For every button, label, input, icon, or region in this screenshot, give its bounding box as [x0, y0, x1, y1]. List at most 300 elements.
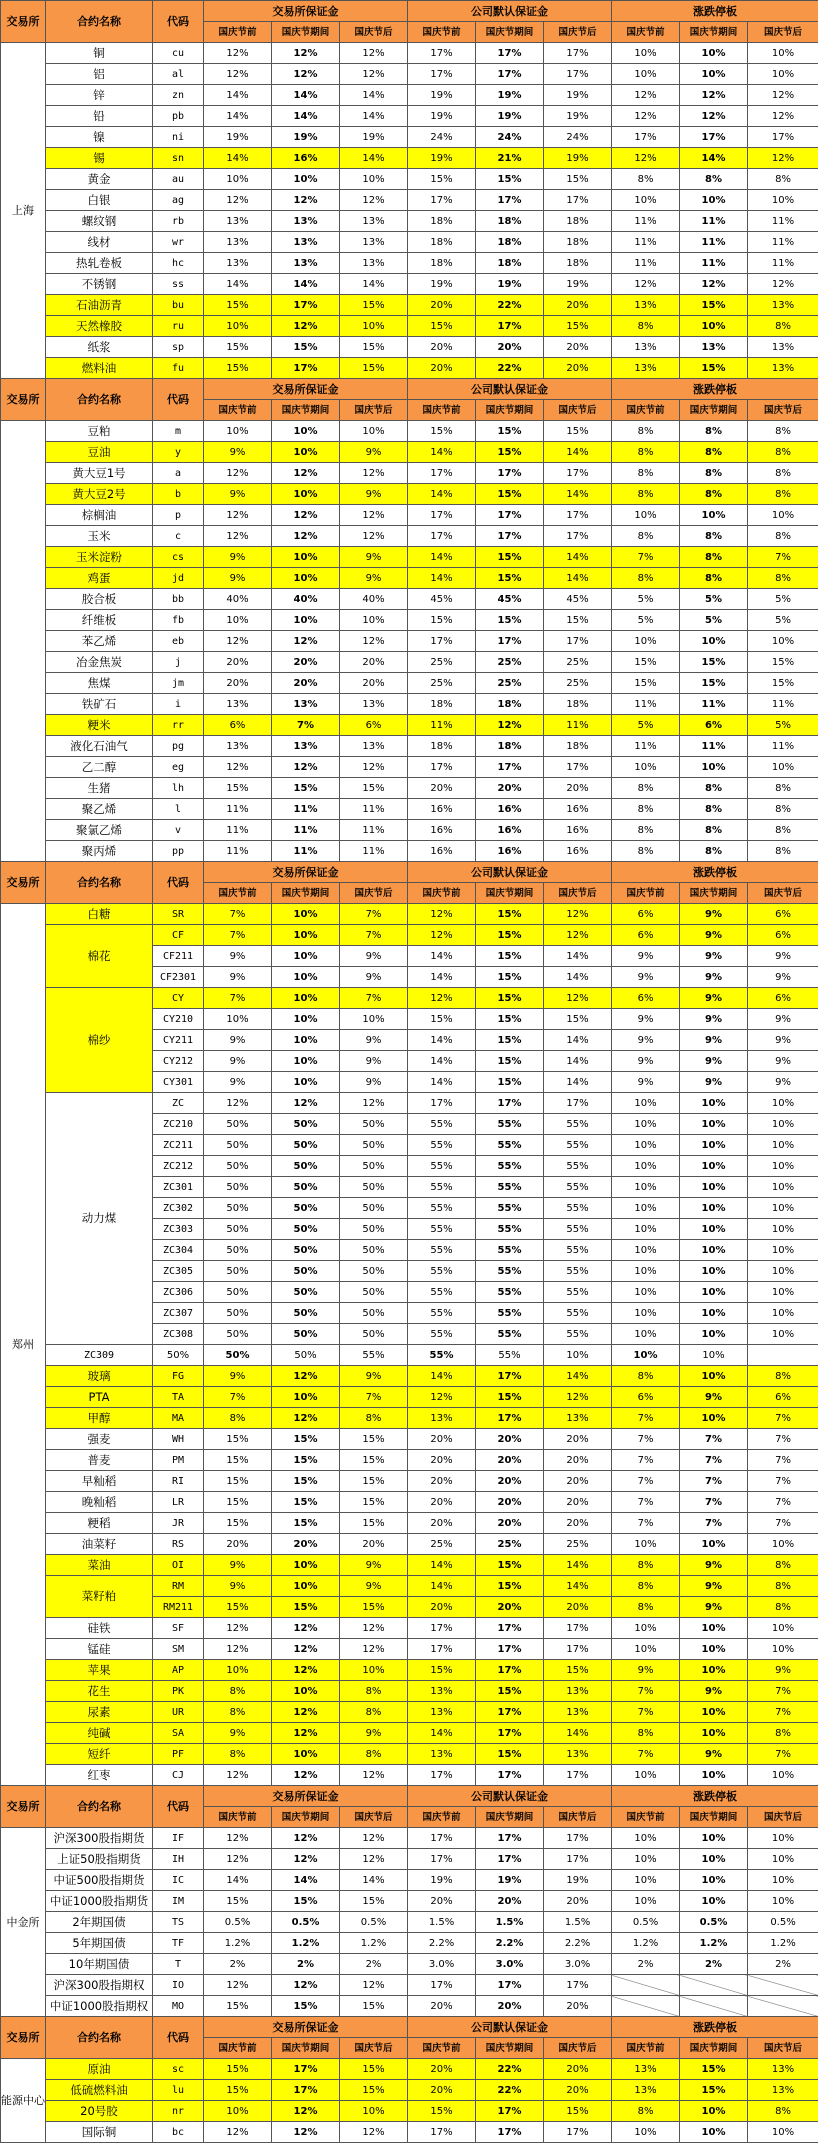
value-cell: 10% [272, 1072, 340, 1093]
value-cell: 10% [748, 1303, 818, 1324]
value-cell: 10% [272, 904, 340, 925]
value-cell: 9% [204, 568, 272, 589]
value-cell: 10% [748, 1240, 818, 1261]
header-contract: 合约名称 [46, 862, 153, 904]
value-cell: 12% [272, 505, 340, 526]
contract-name: 苹果 [46, 1660, 153, 1681]
value-cell: 8% [204, 1681, 272, 1702]
value-cell: 17% [408, 463, 476, 484]
value-cell: 10% [680, 1114, 748, 1135]
header-exchange: 交易所 [1, 1786, 46, 1828]
contract-code: i [153, 694, 204, 715]
value-cell: 12% [204, 631, 272, 652]
value-cell: 17% [476, 190, 544, 211]
value-cell: 13% [408, 1702, 476, 1723]
contract-code: ZC307 [153, 1303, 204, 1324]
contract-name: 强麦 [46, 1429, 153, 1450]
contract-code: WH [153, 1429, 204, 1450]
value-cell: 8% [612, 799, 680, 820]
table-row [1, 1723, 818, 1744]
value-cell: 10% [680, 1324, 748, 1345]
value-cell: 50% [204, 1261, 272, 1282]
value-cell: 19% [476, 85, 544, 106]
contract-name: 聚丙烯 [46, 841, 153, 862]
value-cell: 50% [272, 1282, 340, 1303]
contract-name: 尿素 [46, 1702, 153, 1723]
value-cell: 18% [476, 232, 544, 253]
value-cell: 55% [476, 1177, 544, 1198]
value-cell: 17% [476, 2122, 544, 2143]
contract-code: CY301 [153, 1072, 204, 1093]
subheader-cell: 国庆节后 [748, 883, 818, 904]
value-cell: 12% [272, 64, 340, 85]
header-exchange: 交易所 [1, 862, 46, 904]
value-cell: 9% [340, 568, 408, 589]
value-cell: 9% [680, 1681, 748, 1702]
value-cell: 2% [204, 1954, 272, 1975]
value-cell: 17% [476, 1093, 544, 1114]
subheader-cell: 国庆节前 [408, 1807, 476, 1828]
value-cell: 17% [408, 526, 476, 547]
value-cell: 7% [680, 1471, 748, 1492]
value-cell: 15% [340, 1597, 408, 1618]
value-cell: 9% [680, 1387, 748, 1408]
value-cell: 6% [612, 1387, 680, 1408]
value-cell: 18% [408, 253, 476, 274]
value-cell: 8% [748, 1555, 818, 1576]
contract-code: ZC212 [153, 1156, 204, 1177]
header-exchange: 交易所 [1, 1, 46, 43]
value-cell: 10% [272, 988, 340, 1009]
table-row [1, 1912, 818, 1933]
value-cell: 6% [748, 988, 818, 1009]
contract-name: 铅 [46, 106, 153, 127]
value-cell: 15% [204, 1597, 272, 1618]
table-row [1, 1870, 818, 1891]
value-cell: 17% [544, 757, 612, 778]
value-cell: 8% [680, 442, 748, 463]
value-cell: 13% [544, 1408, 612, 1429]
value-cell: 17% [408, 1975, 476, 1996]
value-cell: 14% [408, 484, 476, 505]
contract-code: fu [153, 358, 204, 379]
value-cell: 14% [272, 106, 340, 127]
contract-code: ZC303 [153, 1219, 204, 1240]
value-cell: 9% [204, 484, 272, 505]
table-row [1, 1639, 818, 1660]
value-cell: 10% [680, 1702, 748, 1723]
value-cell: 25% [408, 652, 476, 673]
value-cell: 25% [408, 673, 476, 694]
value-cell: 17% [544, 1975, 612, 1996]
value-cell: 2% [340, 1954, 408, 1975]
value-cell: 8% [612, 421, 680, 442]
value-cell: 12% [340, 2122, 408, 2143]
value-cell: 12% [340, 1618, 408, 1639]
contract-name: 沪深300股指期货 [46, 1828, 153, 1849]
value-cell: 12% [272, 526, 340, 547]
value-cell: 10% [748, 190, 818, 211]
contract-name: 螺纹钢 [46, 211, 153, 232]
value-cell: 10% [204, 1660, 272, 1681]
value-cell: 17% [272, 358, 340, 379]
value-cell: 9% [204, 442, 272, 463]
value-cell: 55% [408, 1261, 476, 1282]
table-row [1, 1828, 818, 1849]
value-cell: 15% [748, 652, 818, 673]
value-cell: 15% [748, 673, 818, 694]
value-cell: 14% [408, 967, 476, 988]
value-cell: 10% [748, 1849, 818, 1870]
value-cell: 9% [612, 967, 680, 988]
value-cell: 5% [680, 610, 748, 631]
value-cell: 10% [612, 1765, 680, 1786]
value-cell: 10% [680, 190, 748, 211]
contract-code: RS [153, 1534, 204, 1555]
contract-code: ZC304 [153, 1240, 204, 1261]
value-cell: 19% [408, 106, 476, 127]
value-cell: 17% [408, 64, 476, 85]
value-cell: 11% [272, 820, 340, 841]
value-cell: 12% [204, 463, 272, 484]
value-cell: 10% [748, 1534, 818, 1555]
value-cell: 10% [680, 1156, 748, 1177]
value-cell: 13% [748, 2059, 818, 2080]
value-cell: 7% [204, 1387, 272, 1408]
value-cell: 50% [272, 1303, 340, 1324]
value-cell: 15% [340, 1450, 408, 1471]
value-cell: 0.5% [272, 1912, 340, 1933]
value-cell: 20% [272, 673, 340, 694]
value-cell: 20% [476, 337, 544, 358]
value-cell: 17% [544, 1639, 612, 1660]
value-cell: 10% [204, 2101, 272, 2122]
contract-name: 焦煤 [46, 673, 153, 694]
value-cell: 13% [612, 2080, 680, 2101]
contract-name: 中证500股指期货 [46, 1870, 153, 1891]
value-cell [612, 1975, 680, 1996]
value-cell: 12% [204, 1093, 272, 1114]
value-cell: 7% [748, 1513, 818, 1534]
table-row [1, 421, 818, 442]
contract-name: 苯乙烯 [46, 631, 153, 652]
value-cell: 9% [748, 1051, 818, 1072]
value-cell: 7% [748, 1702, 818, 1723]
value-cell: 17% [544, 1765, 612, 1786]
subheader-cell: 国庆节期间 [272, 2038, 340, 2059]
table-row [1, 820, 818, 841]
contract-name: 石油沥青 [46, 295, 153, 316]
value-cell: 1.5% [408, 1912, 476, 1933]
value-cell: 10% [748, 1261, 818, 1282]
value-cell: 10% [612, 1198, 680, 1219]
header-contract: 合约名称 [46, 1, 153, 43]
value-cell: 20% [544, 1471, 612, 1492]
contract-code: CY211 [153, 1030, 204, 1051]
value-cell: 10% [680, 1198, 748, 1219]
value-cell: 15% [408, 1009, 476, 1030]
value-cell: 55% [476, 1303, 544, 1324]
value-cell: 1.2% [272, 1933, 340, 1954]
value-cell: 8% [612, 1576, 680, 1597]
contract-name: 菜籽粕 [46, 1576, 153, 1618]
contract-name: 硅铁 [46, 1618, 153, 1639]
value-cell: 8% [612, 1723, 680, 1744]
value-cell: 12% [680, 106, 748, 127]
contract-name: 棉花 [46, 925, 153, 988]
value-cell: 55% [476, 1198, 544, 1219]
value-cell: 11% [748, 232, 818, 253]
value-cell: 8% [612, 442, 680, 463]
value-cell: 10% [680, 1219, 748, 1240]
value-cell: 8% [748, 442, 818, 463]
value-cell: 15% [408, 421, 476, 442]
value-cell: 15% [204, 1891, 272, 1912]
contract-name: 沪深300股指期权 [46, 1975, 153, 1996]
contract-code: lh [153, 778, 204, 799]
value-cell: 10% [748, 1618, 818, 1639]
value-cell: 50% [204, 1303, 272, 1324]
value-cell: 55% [408, 1240, 476, 1261]
value-cell: 12% [408, 988, 476, 1009]
value-cell: 25% [544, 1534, 612, 1555]
subheader-cell: 国庆节前 [612, 22, 680, 43]
value-cell: 20% [340, 673, 408, 694]
value-cell: 13% [544, 1681, 612, 1702]
value-cell: 11% [748, 211, 818, 232]
table-row [1, 85, 818, 106]
value-cell: 9% [204, 1072, 272, 1093]
contract-code: cu [153, 43, 204, 64]
contract-name: 锡 [46, 148, 153, 169]
value-cell: 8% [748, 484, 818, 505]
value-cell: 10% [680, 1660, 748, 1681]
value-cell: 20% [544, 1513, 612, 1534]
contract-name: 聚乙烯 [46, 799, 153, 820]
contract-name: 5年期国债 [46, 1933, 153, 1954]
value-cell: 12% [272, 316, 340, 337]
table-row [1, 1849, 818, 1870]
value-cell: 50% [340, 1261, 408, 1282]
contract-code: sn [153, 148, 204, 169]
value-cell: 10% [680, 1240, 748, 1261]
value-cell: 20% [476, 1450, 544, 1471]
value-cell: 9% [680, 925, 748, 946]
value-cell: 12% [680, 274, 748, 295]
value-cell: 15% [272, 337, 340, 358]
value-cell: 8% [748, 799, 818, 820]
value-cell: 20% [544, 1891, 612, 1912]
value-cell: 13% [340, 232, 408, 253]
value-cell: 15% [408, 610, 476, 631]
value-cell: 12% [204, 526, 272, 547]
exchange-cell [1, 421, 46, 862]
value-cell: 15% [272, 1471, 340, 1492]
value-cell: 12% [272, 1366, 340, 1387]
value-cell: 10% [272, 568, 340, 589]
value-cell: 5% [680, 589, 748, 610]
value-cell: 18% [408, 736, 476, 757]
value-cell: 55% [476, 1324, 544, 1345]
contract-name: 天然橡胶 [46, 316, 153, 337]
contract-name: 棕榈油 [46, 505, 153, 526]
value-cell: 10% [272, 1576, 340, 1597]
value-cell: 9% [612, 1030, 680, 1051]
header-code: 代码 [153, 2017, 204, 2059]
table-row [1, 988, 818, 1009]
value-cell: 11% [204, 820, 272, 841]
value-cell: 12% [272, 1093, 340, 1114]
contract-code: p [153, 505, 204, 526]
table-row [1, 631, 818, 652]
value-cell: 7% [612, 547, 680, 568]
value-cell: 8% [748, 316, 818, 337]
value-cell: 17% [408, 757, 476, 778]
contract-code: SF [153, 1618, 204, 1639]
header-group: 涨跌停板 [612, 2017, 818, 2038]
table-row [1, 2080, 818, 2101]
contract-code: au [153, 169, 204, 190]
value-cell: 50% [272, 1345, 340, 1366]
value-cell: 13% [272, 736, 340, 757]
value-cell: 17% [408, 631, 476, 652]
contract-code: SA [153, 1723, 204, 1744]
value-cell: 8% [612, 2101, 680, 2122]
contract-name: 玻璃 [46, 1366, 153, 1387]
value-cell: 14% [340, 1870, 408, 1891]
value-cell: 5% [748, 610, 818, 631]
contract-code: eb [153, 631, 204, 652]
value-cell: 2.2% [408, 1933, 476, 1954]
table-row [1, 316, 818, 337]
value-cell: 55% [544, 1156, 612, 1177]
value-cell: 17% [476, 1975, 544, 1996]
value-cell: 50% [204, 1135, 272, 1156]
value-cell: 20% [544, 337, 612, 358]
value-cell: 22% [476, 295, 544, 316]
value-cell: 19% [476, 1870, 544, 1891]
table-row [1, 715, 818, 736]
value-cell: 9% [204, 547, 272, 568]
value-cell: 20% [476, 1597, 544, 1618]
value-cell: 15% [340, 1471, 408, 1492]
value-cell: 9% [340, 967, 408, 988]
contract-code: ZC306 [153, 1282, 204, 1303]
value-cell: 11% [340, 820, 408, 841]
table-row [1, 1576, 818, 1597]
header-group: 交易所保证金 [204, 1786, 408, 1807]
value-cell: 20% [408, 1513, 476, 1534]
contract-name: 甲醇 [46, 1408, 153, 1429]
value-cell: 15% [476, 442, 544, 463]
value-cell: 11% [340, 799, 408, 820]
value-cell: 15% [476, 1555, 544, 1576]
value-cell: 9% [340, 442, 408, 463]
value-cell: 15% [204, 337, 272, 358]
value-cell: 55% [544, 1114, 612, 1135]
value-cell: 11% [612, 211, 680, 232]
exchange-cell: 能源中心 [1, 2059, 46, 2143]
value-cell: 10% [272, 1051, 340, 1072]
table-row [1, 127, 818, 148]
value-cell: 55% [476, 1135, 544, 1156]
table-row [1, 694, 818, 715]
value-cell: 50% [204, 1177, 272, 1198]
subheader-cell: 国庆节期间 [272, 883, 340, 904]
contract-code: rr [153, 715, 204, 736]
value-cell: 13% [204, 736, 272, 757]
table-row [1, 463, 818, 484]
value-cell: 10% [680, 631, 748, 652]
value-cell: 8% [612, 1555, 680, 1576]
value-cell: 20% [544, 1429, 612, 1450]
contract-name: 玉米淀粉 [46, 547, 153, 568]
value-cell: 16% [408, 799, 476, 820]
contract-code: TS [153, 1912, 204, 1933]
value-cell: 10% [680, 1723, 748, 1744]
value-cell: 22% [476, 2059, 544, 2080]
value-cell: 10% [748, 1135, 818, 1156]
value-cell: 13% [408, 1408, 476, 1429]
value-cell: 10% [612, 1828, 680, 1849]
value-cell: 10% [680, 757, 748, 778]
header-row [1, 1786, 818, 1807]
value-cell: 12% [612, 148, 680, 169]
value-cell: 10% [748, 1156, 818, 1177]
value-cell: 8% [612, 778, 680, 799]
value-cell: 9% [612, 946, 680, 967]
value-cell: 10% [748, 1114, 818, 1135]
subheader-cell: 国庆节前 [204, 883, 272, 904]
subheader-cell: 国庆节后 [544, 883, 612, 904]
contract-code: MO [153, 1996, 204, 2017]
value-cell: 7% [612, 1471, 680, 1492]
value-cell: 17% [408, 2122, 476, 2143]
value-cell: 10% [612, 1891, 680, 1912]
value-cell: 55% [544, 1303, 612, 1324]
value-cell: 10% [748, 43, 818, 64]
contract-name: 乙二醇 [46, 757, 153, 778]
value-cell: 11% [544, 715, 612, 736]
value-cell: 8% [680, 778, 748, 799]
value-cell: 10% [680, 1639, 748, 1660]
value-cell: 18% [544, 253, 612, 274]
value-cell: 25% [476, 652, 544, 673]
value-cell: 13% [408, 1744, 476, 1765]
value-cell: 9% [680, 967, 748, 988]
contract-name: 20号胶 [46, 2101, 153, 2122]
value-cell: 55% [544, 1135, 612, 1156]
value-cell: 10% [680, 1408, 748, 1429]
contract-code: ZC211 [153, 1135, 204, 1156]
value-cell: 10% [612, 1324, 680, 1345]
contract-name: 国际铜 [46, 2122, 153, 2143]
value-cell: 13% [204, 694, 272, 715]
value-cell: 17% [544, 2122, 612, 2143]
value-cell: 10% [612, 1849, 680, 1870]
value-cell: 12% [272, 1975, 340, 1996]
value-cell: 50% [340, 1240, 408, 1261]
table-row [1, 547, 818, 568]
value-cell: 1.5% [544, 1912, 612, 1933]
value-cell: 15% [204, 1471, 272, 1492]
value-cell: 12% [272, 1660, 340, 1681]
value-cell: 9% [680, 1597, 748, 1618]
contract-code: m [153, 421, 204, 442]
value-cell: 7% [340, 925, 408, 946]
contract-name: 豆粕 [46, 421, 153, 442]
subheader-cell: 国庆节后 [340, 1807, 408, 1828]
